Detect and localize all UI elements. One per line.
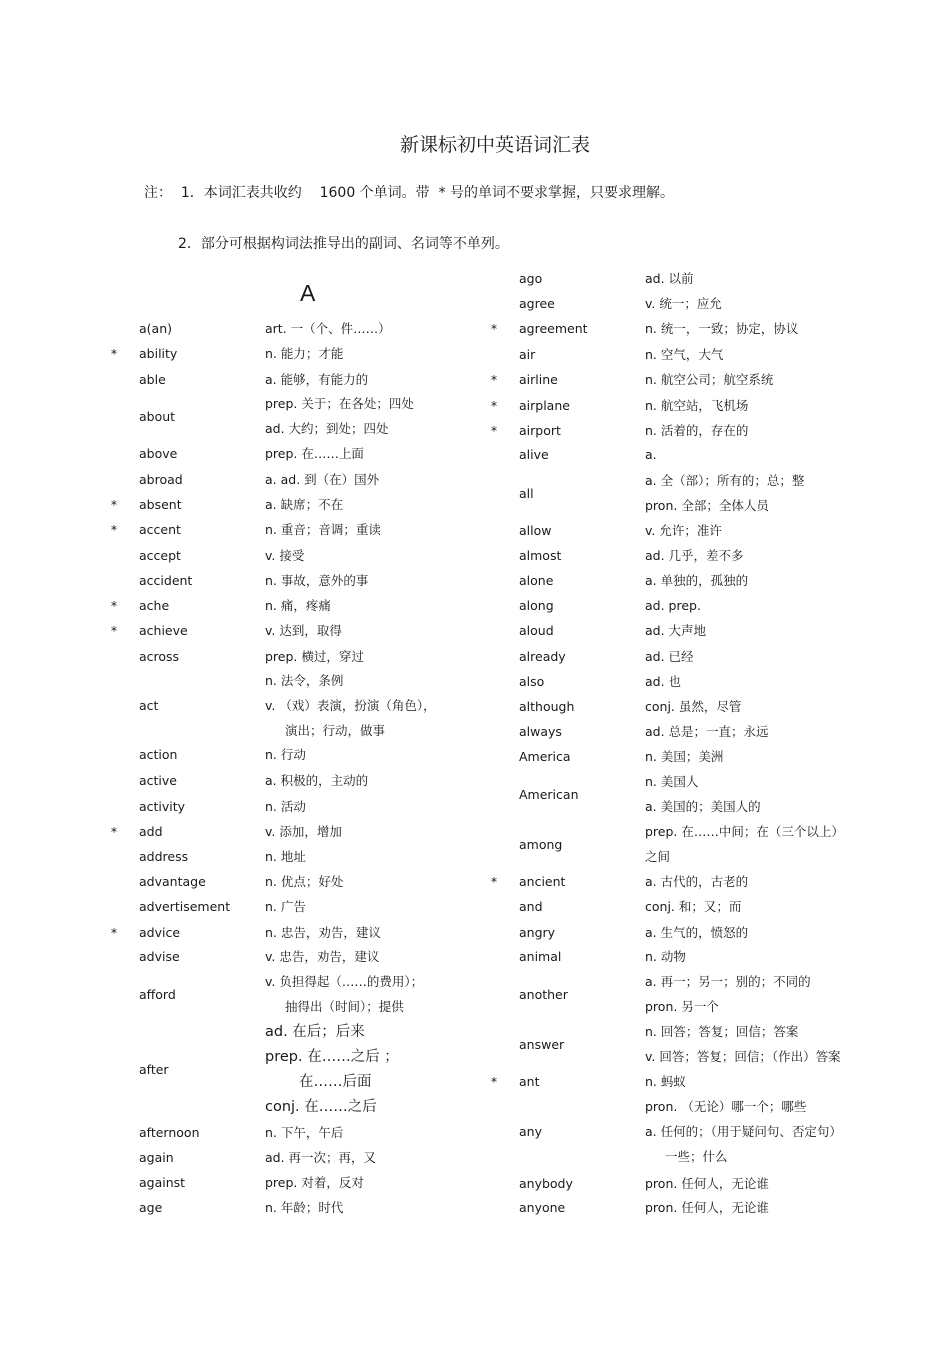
definition-line: a. 单独的，孤独的 [645,573,749,588]
vocab-definitions [645,394,748,419]
vocab-definitions [645,770,761,820]
star-marker: * [490,423,498,438]
definition-line: ad. 大声地 [645,623,707,638]
vocab-word: absent [139,497,182,512]
vocab-word: anybody [519,1176,573,1191]
vocab-definitions [265,645,364,670]
vocab-word: America [519,749,571,764]
definition-line: n. 地址 [265,849,306,864]
vocab-word: although [519,699,575,714]
vocab-definitions [265,1121,343,1146]
definition-line: a. 能够，有能力的 [265,372,369,387]
vocab-definitions [265,468,379,493]
vocab-word: abroad [139,472,183,487]
definition-line: n. 痛，疼痛 [265,598,331,613]
vocab-word: allow [519,523,552,538]
definition-line: n. 回答；答复；回信；答案 [645,1024,799,1039]
vocab-word: airplane [519,398,570,413]
vocab-definitions [645,419,748,444]
vocab-definitions [645,921,748,946]
star-marker: * [110,522,118,537]
vocab-word: along [519,598,554,613]
definition-line: v. 允许；准许 [645,523,722,538]
vocab-definitions [265,1146,376,1171]
vocab-definitions [265,442,364,467]
definition-line: prep. 在……中间；在（三个以上） [645,824,844,839]
vocab-word: agreement [519,321,588,336]
vocab-word: age [139,1200,163,1215]
definition-line: 一些；什么 [665,1149,728,1164]
vocab-word: airline [519,372,558,387]
vocab-word: any [519,1124,542,1139]
vocab-definitions [265,870,343,895]
vocab-definitions [265,669,436,744]
definition-line: n. 蚂蚁 [645,1074,686,1089]
vocab-definitions [645,267,694,292]
vocab-definitions [645,720,769,745]
vocab-definitions [265,569,368,594]
vocab-word: another [519,986,568,1002]
vocab-word: accent [139,522,181,537]
vocab-definitions [645,820,844,870]
vocab-word: also [519,674,545,689]
definition-line: n. 统一，一致；协定，协议 [645,321,799,336]
definition-line: n. 能力；才能 [265,346,344,361]
definition-line: ad. 再一次；再，又 [265,1150,377,1165]
vocab-definitions [265,945,379,970]
star-marker: * [110,925,118,940]
vocab-definitions [645,945,686,970]
definition-line: n. 美国；美洲 [645,749,724,764]
vocab-definitions [645,343,723,368]
vocab-word: action [139,747,178,762]
vocab-word: animal [519,949,562,964]
definition-line: prep. 关于；在各处；四处 [265,396,414,411]
definition-line: a. 再一；另一；别的；不同的 [645,974,811,989]
vocab-word: alive [519,447,549,462]
vocab-word: address [139,849,189,864]
vocab-word: angry [519,925,556,940]
vocab-definitions [645,970,811,1020]
definition-line: ad. 大约；到处；四处 [265,421,389,436]
vocab-word: advise [139,949,180,964]
vocab-definitions [265,895,306,920]
definition-line: a. [645,447,657,462]
definition-line: ad. 总是；一直；永远 [645,724,769,739]
definition-line: n. 航空公司；航空系统 [645,372,774,387]
definition-line: n. 空气，大气 [645,347,724,362]
definition-line: n. 下午，午后 [265,1125,344,1140]
vocab-word: among [519,836,563,852]
definition-line: pron. 另一个 [645,999,719,1014]
vocab-word: afford [139,986,176,1002]
definition-line: n. 广告 [265,899,306,914]
definition-line: ad. 以前 [645,271,694,286]
definition-line: n. 年龄；时代 [265,1200,344,1215]
vocab-definitions [645,619,706,644]
vocab-definitions [645,1196,769,1221]
definition-line: ad. 在后；后来 [265,1024,365,1040]
vocab-definitions [265,518,381,543]
definition-line: n. 行动 [265,747,306,762]
vocab-word: activity [139,799,186,814]
star-marker: * [490,398,498,413]
vocab-definitions [645,695,741,720]
star-marker: * [110,623,118,638]
definition-line: a. ad. 到（在）国外 [265,472,380,487]
definition-line: conj. 虽然，尽管 [645,699,742,714]
definition-line: n. 动物 [645,949,686,964]
definition-line: ad. prep. [645,598,701,613]
definition-line: art. 一（个、件……） [265,321,391,336]
vocab-word: ability [139,346,178,361]
vocab-definitions [265,619,342,644]
vocab-word: alone [519,573,554,588]
definition-line: pron. 任何人，无论谁 [645,1176,769,1191]
vocab-definitions [265,795,306,820]
vocab-definitions [645,292,722,317]
vocab-word: achieve [139,623,188,638]
vocab-word: agree [519,296,555,311]
definition-line: a. 美国的；美国人的 [645,799,761,814]
vocab-definitions [265,1020,399,1120]
definition-line: a. 古代的，古老的 [645,874,749,889]
vocab-word: ache [139,598,170,613]
star-marker: * [110,346,118,361]
note-line-1: 注： 1．本词汇表共收约 1600 个单词。带 * 号的单词不要求掌握，只要求理解。 [144,185,675,201]
definition-line: conj. 在……之后 [265,1099,377,1115]
vocab-definitions [645,594,701,619]
vocab-definitions [265,1171,364,1196]
vocab-definitions [645,443,657,468]
vocab-definitions [645,1020,841,1070]
vocab-definitions [265,594,331,619]
vocab-definitions [645,1095,842,1170]
vocab-definitions [265,845,306,870]
star-marker: * [490,372,498,387]
star-marker: * [490,321,498,336]
vocab-definitions [265,1196,343,1221]
vocab-word: across [139,649,180,664]
vocab-definitions [265,317,391,342]
vocab-word: ago [519,271,543,286]
vocab-word: ancient [519,874,566,889]
definition-line: a. 积极的，主动的 [265,773,369,788]
definition-line: conj. 和；又；而 [645,899,742,914]
definition-line: 在……后面 [299,1074,372,1090]
definition-line: a. 缺席；不在 [265,497,344,512]
definition-line: v. 添加，增加 [265,824,342,839]
page-title: 新课标初中英语词汇表 [399,134,590,156]
definition-line: pron. 任何人，无论谁 [645,1200,769,1215]
definition-line: a. 生气的，愤怒的 [645,925,749,940]
vocab-word: again [139,1150,174,1165]
vocab-definitions [645,368,773,393]
vocab-word: add [139,824,163,839]
definition-line: v. 接受 [265,548,305,563]
definition-line: n. 忠告，劝告，建议 [265,925,381,940]
vocab-definitions [265,820,342,845]
definition-line: 演出；行动，做事 [285,723,386,738]
vocab-definitions [265,769,368,794]
star-marker: * [110,824,118,839]
definition-line: ad. 已经 [645,649,694,664]
vocab-definitions [645,895,741,920]
vocab-word: after [139,1061,169,1077]
vocab-word: advice [139,925,181,940]
vocab-definitions [645,745,723,770]
star-marker: * [490,874,498,889]
vocab-word: American [519,786,579,802]
definition-line: 之间 [645,849,671,864]
vocab-definitions [265,544,304,569]
section-letter: A [300,280,316,306]
definition-line: n. 活着的，存在的 [645,423,749,438]
definition-line: n. 重音；音调；重读 [265,522,381,537]
vocab-definitions [645,317,798,342]
vocab-definitions [265,743,306,768]
vocab-word: almost [519,548,562,563]
vocab-definitions [645,569,748,594]
definition-line: pron. 全部；全体人员 [645,498,769,513]
vocab-word: above [139,446,178,461]
vocab-definitions [645,519,722,544]
vocab-word: all [519,485,534,501]
definition-line: n. 航空站，飞机场 [645,398,749,413]
definition-line: prep. 横过，穿过 [265,649,364,664]
vocab-word: advertisement [139,899,231,914]
definition-line: a. 任何的；（用于疑问句、否定句） [645,1124,842,1139]
vocab-definitions [265,392,414,442]
vocab-word: against [139,1175,186,1190]
vocab-word: afternoon [139,1125,200,1140]
vocab-definitions [645,544,744,569]
definition-line: n. 优点；好处 [265,874,344,889]
definition-line: a. 全（部）；所有的；总；整 [645,473,805,488]
definition-line: v. （戏）表演，扮演（角色）， [265,698,436,713]
vocab-definitions [645,670,681,695]
star-marker: * [490,1074,498,1089]
note-line-2: 2．部分可根据构词法推导出的副词、名词等不单列。 [178,236,509,252]
definition-line: prep. 在……之后 ； [265,1049,399,1065]
definition-line: prep. 在……上面 [265,446,364,461]
definition-line: n. 美国人 [645,774,699,789]
vocab-definitions [645,469,804,519]
definition-line: ad. 也 [645,674,682,689]
star-marker: * [110,598,118,613]
vocab-definitions [645,1172,769,1197]
definition-line: n. 事故，意外的事 [265,573,369,588]
definition-line: v. 负担得起（……的费用）； [265,974,424,989]
vocab-word: active [139,773,177,788]
definition-line: v. 忠告，劝告，建议 [265,949,380,964]
vocab-word: airport [519,423,561,438]
vocab-definitions [265,970,423,1020]
vocab-word: advantage [139,874,206,889]
vocab-word: answer [519,1036,565,1052]
vocab-word: always [519,724,562,739]
vocab-definitions [265,493,343,518]
vocab-definitions [265,368,368,393]
vocab-word: already [519,649,566,664]
definition-line: n. 法令，条例 [265,673,344,688]
definition-line: ad. 几乎，差不多 [645,548,744,563]
vocab-definitions [265,921,381,946]
vocab-word: air [519,347,536,362]
vocab-word: a(an) [139,321,172,336]
vocab-definitions [645,870,748,895]
vocab-word: about [139,408,176,424]
vocab-word: accident [139,573,193,588]
vocab-definitions [645,645,694,670]
vocab-word: and [519,899,543,914]
definition-line: v. 回答；答复；回信；（作出）答案 [645,1049,841,1064]
definition-line: prep. 对着，反对 [265,1175,364,1190]
star-marker: * [110,497,118,512]
definition-line: v. 统一；应允 [645,296,722,311]
definition-line: 抽得出（时间）；提供 [285,999,404,1014]
vocab-definitions [265,342,343,367]
vocab-definitions [645,1070,686,1095]
definition-line: n. 活动 [265,799,306,814]
vocab-word: anyone [519,1200,566,1215]
vocab-word: accept [139,548,181,563]
vocab-word: aloud [519,623,554,638]
vocab-word: act [139,698,159,713]
vocab-word: ant [519,1074,540,1089]
vocab-word: able [139,372,166,387]
definition-line: v. 达到，取得 [265,623,342,638]
definition-line: pron. （无论）哪一个；哪些 [645,1099,807,1114]
